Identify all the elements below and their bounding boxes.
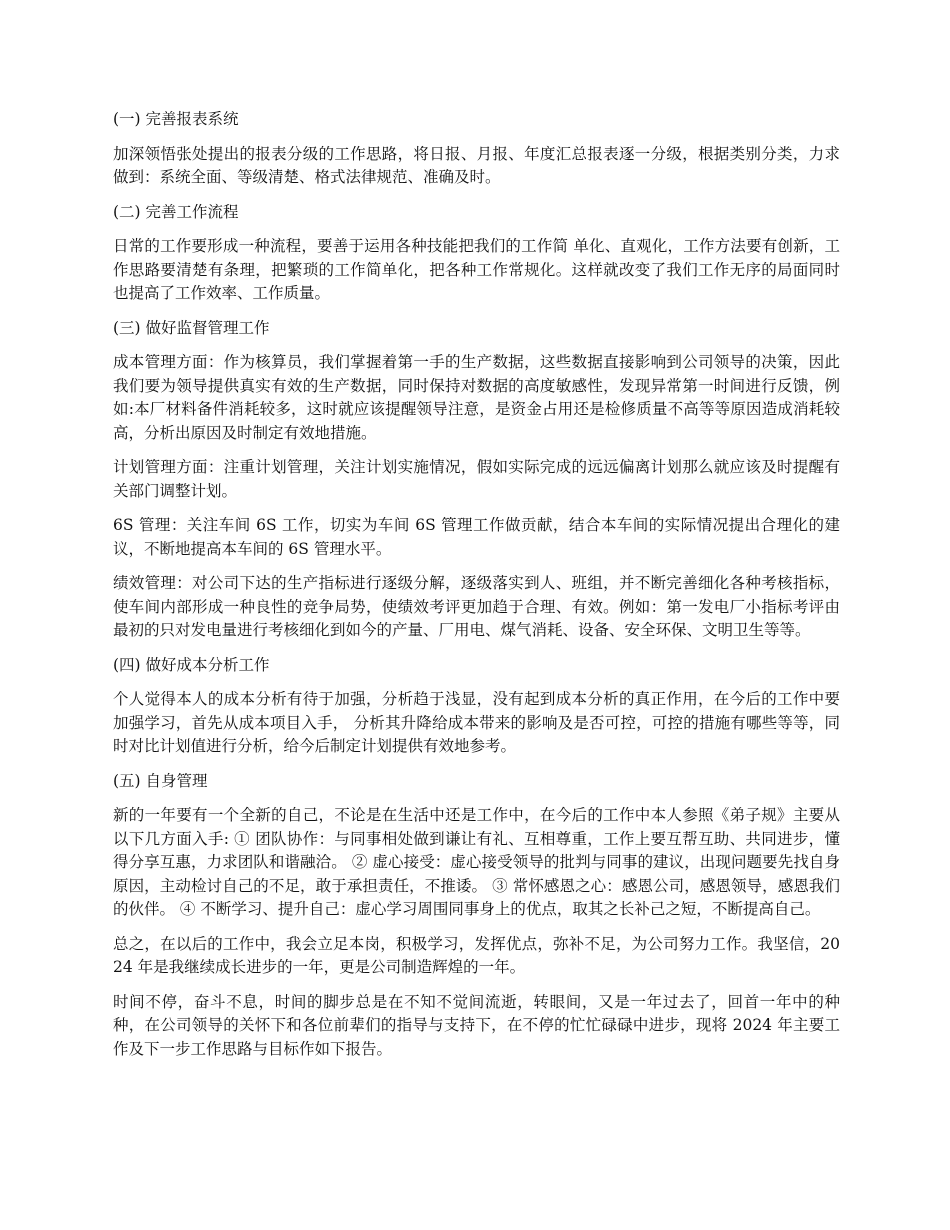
section-heading-5: (五) 自身管理 [113,771,208,790]
section-heading-1: (一) 完善报表系统 [113,110,239,128]
paragraph-cost-analysis: 个人觉得本人的成本分析有待于加强，分析趋于浅显，没有起到成本分析的真正作用，在今后的工作中要加强学习，首先从成本项目入手， 分析其升降给成本带来的影响及是否可控，可控的措施有哪些等等，同时对比计划值进行分析，给今后制定计划提供有效地参考。 [113,690,840,755]
document-body [113,108,840,1072]
paragraph-workflow: 日常的工作要形成一种流程，要善于运用各种技能把我们的工作简 单化、直观化，工作方法要有创新，工作思路要清楚有条理，把繁琐的工作简单化，把各种工作常规化。这样就改变了我们工作无序的局面同时也提高了工作效率、工作质量。 [113,237,840,302]
paragraph-summary-intro: 时间不停，奋斗不息，时间的脚步总是在不知不觉间流逝，转眼间，又是一年过去了，回首一年中的种种，在公司领导的关怀下和各位前辈们的指导与支持下，在不停的忙忙碌碌中进步，现将 2024 年主要工作及下一步工作思路与目标作如下报告。 [113,992,840,1058]
section-heading-3: (三) 做好监督管理工作 [113,318,270,337]
paragraph-performance-management: 绩效管理：对公司下达的生产指标进行逐级分解，逐级落实到人、班组，并不断完善细化各种考核指标，使车间内部形成一种良性的竞争局势，使绩效考评更加趋于合理、有效。例如：第一发电厂小指标考评由最初的只对发电量进行考核细化到如今的产量、厂用电、煤气消耗、设备、安全环保、文明卫生等等。 [113,574,840,639]
paragraph-plan-management: 计划管理方面：注重计划管理，关注计划实施情况，假如实际完成的远远偏离计划那么就应该及时提醒有关部门调整计划。 [113,458,840,500]
section-heading-2: (二) 完善工作流程 [113,202,239,221]
section-heading-4: (四) 做好成本分析工作 [113,655,270,674]
paragraph-self-management: 新的一年要有一个全新的自己，不论是在生活中还是工作中，在今后的工作中本人参照《弟子规》主要从以下几方面入手: ① 团队协作：与同事相处做到谦让有礼、互相尊重，工作上要互帮互助、共同进步，懂得分享互惠，力求团队和谐融洽。 ② 虚心接受：虚心接受领导的批判与同事的建议，出现问题要先找自身原因，主动检讨自己的不足，敢于承担责任，不推诿。 ③ 常怀感恩之心：感恩公司，感恩领导，感恩我们的伙伴。 ④ 不断学习、提升自己：虚心学习周围同事身上的优点，取其之长补己之短，不断提高自己。 [113,806,840,918]
paragraph-report-system: 加深领悟张处提出的报表分级的工作思路，将日报、月报、年度汇总报表逐一分级，根据类别分类，力求做到：系统全面、等级清楚、格式法律规范、准确及时。 [113,144,840,186]
paragraph-6s-management: 6S 管理：关注车间 6S 工作，切实为车间 6S 管理工作做贡献，结合本车间的实际情况提出合理化的建议，不断地提高本车间的 6S 管理水平。 [113,516,840,558]
paragraph-conclusion: 总之，在以后的工作中，我会立足本岗，积极学习，发挥优点，弥补不足，为公司努力工作。我坚信，2024 年是我继续成长进步的一年，更是公司制造辉煌的一年。 [113,934,840,976]
paragraph-cost-management: 成本管理方面：作为核算员，我们掌握着第一手的生产数据，这些数据直接影响到公司领导的决策，因此我们要为领导提供真实有效的生产数据，同时保持对数据的高度敏感性，发现异常第一时间进行反馈，例如:本厂材料备件消耗较多，这时就应该提醒领导注意，是资金占用还是检修质量不高等等原因造成消耗较高，分析出原因及时制定有效地措施。 [113,353,840,442]
